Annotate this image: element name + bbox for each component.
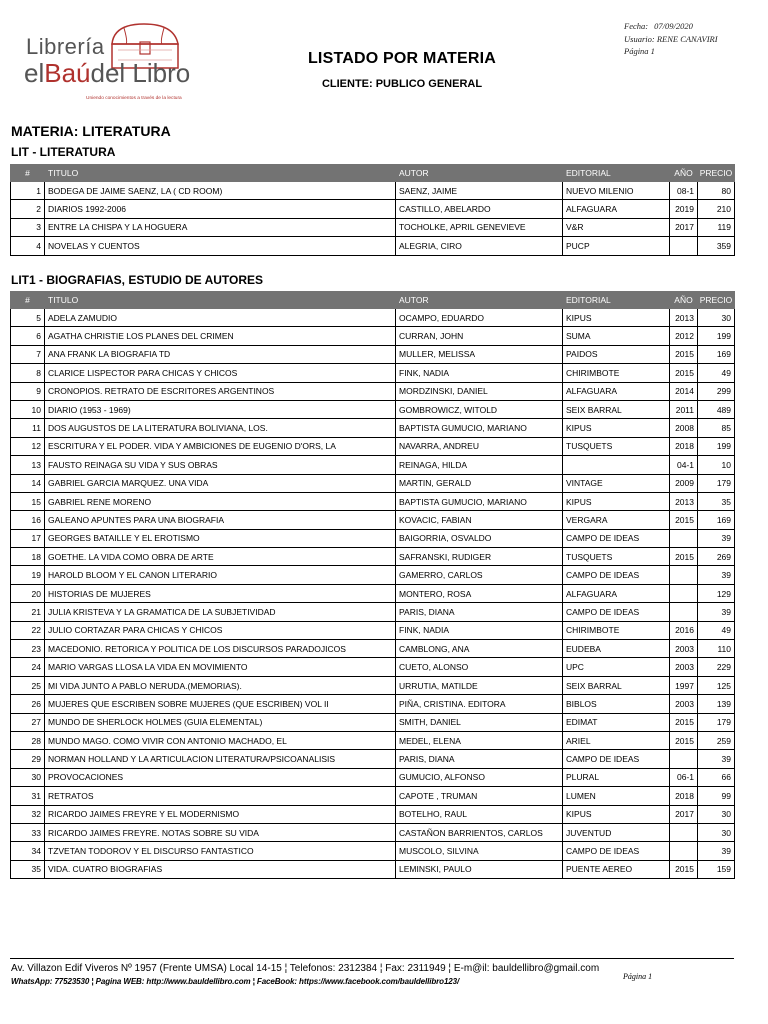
row-number: 31	[11, 787, 45, 805]
row-year: 2016	[670, 621, 698, 639]
row-price: 119	[698, 218, 735, 236]
row-price: 10	[698, 456, 735, 474]
row-year	[670, 823, 698, 841]
row-year: 2011	[670, 400, 698, 418]
row-publisher: SUMA	[563, 327, 670, 345]
row-title: ENTRE LA CHISPA Y LA HOGUERA	[45, 218, 396, 236]
table-row	[11, 750, 735, 768]
col-publisher-header: EDITORIAL	[563, 165, 670, 182]
row-price: 39	[698, 566, 735, 584]
row-year: 06-1	[670, 768, 698, 786]
logo-text-line1: Librería	[26, 34, 105, 59]
table-row	[11, 327, 735, 345]
row-number: 8	[11, 364, 45, 382]
row-publisher: SEIX BARRAL	[563, 676, 670, 694]
row-title: RETRATOS	[45, 787, 396, 805]
row-author: GOMBROWICZ, WITOLD	[396, 400, 563, 418]
row-year: 2013	[670, 309, 698, 327]
row-year: 2003	[670, 640, 698, 658]
row-title: AGATHA CHRISTIE LOS PLANES DEL CRIMEN	[45, 327, 396, 345]
row-title: BODEGA DE JAIME SAENZ, LA ( CD ROOM)	[45, 182, 396, 200]
row-year	[670, 842, 698, 860]
row-year	[670, 237, 698, 255]
row-author: MARTIN, GERALD	[396, 474, 563, 492]
row-year	[670, 750, 698, 768]
row-number: 21	[11, 603, 45, 621]
row-publisher: CAMPO DE IDEAS	[563, 603, 670, 621]
row-author: TOCHOLKE, APRIL GENEVIEVE	[396, 218, 563, 236]
row-publisher: JUVENTUD	[563, 823, 670, 841]
row-number: 22	[11, 621, 45, 639]
row-number: 14	[11, 474, 45, 492]
row-publisher: EDIMAT	[563, 713, 670, 731]
row-year: 2009	[670, 474, 698, 492]
row-price: 489	[698, 400, 735, 418]
row-price: 30	[698, 309, 735, 327]
row-publisher: TUSQUETS	[563, 437, 670, 455]
row-author: MEDEL, ELENA	[396, 731, 563, 749]
page-number: Página 1	[624, 46, 655, 56]
row-title: MUNDO DE SHERLOCK HOLMES (GUIA ELEMENTAL)	[45, 713, 396, 731]
table-row	[11, 218, 735, 236]
row-number: 27	[11, 713, 45, 731]
row-year: 2015	[670, 713, 698, 731]
row-author: MUSCOLO, SILVINA	[396, 842, 563, 860]
table-row	[11, 456, 735, 474]
col-num-header: #	[11, 165, 45, 182]
col-price-header: PRECIO	[698, 165, 735, 182]
row-publisher: KIPUS	[563, 419, 670, 437]
row-number: 19	[11, 566, 45, 584]
row-price: 49	[698, 621, 735, 639]
col-year-header: AÑO	[670, 165, 698, 182]
row-author: MULLER, MELISSA	[396, 345, 563, 363]
row-year: 2003	[670, 695, 698, 713]
table-row	[11, 474, 735, 492]
row-publisher: ALFAGUARA	[563, 584, 670, 602]
row-publisher: PUENTE AEREO	[563, 860, 670, 878]
row-author: CURRAN, JOHN	[396, 327, 563, 345]
footer-page-number: Página 1	[623, 972, 653, 981]
row-publisher: CAMPO DE IDEAS	[563, 842, 670, 860]
row-author: REINAGA, HILDA	[396, 456, 563, 474]
row-number: 35	[11, 860, 45, 878]
row-title: TZVETAN TODOROV Y EL DISCURSO FANTASTICO	[45, 842, 396, 860]
row-author: BOTELHO, RAUL	[396, 805, 563, 823]
row-price: 139	[698, 695, 735, 713]
row-title: GEORGES BATAILLE Y EL EROTISMO	[45, 529, 396, 547]
table-row	[11, 345, 735, 363]
row-title: CLARICE LISPECTOR PARA CHICAS Y CHICOS	[45, 364, 396, 382]
row-price: 39	[698, 529, 735, 547]
table-header	[11, 165, 735, 182]
row-price: 210	[698, 200, 735, 218]
row-title: DOS AUGUSTOS DE LA LITERATURA BOLIVIANA, LOS.	[45, 419, 396, 437]
row-price: 169	[698, 345, 735, 363]
book-table	[10, 291, 735, 879]
row-year: 04-1	[670, 456, 698, 474]
row-year	[670, 566, 698, 584]
row-publisher: KIPUS	[563, 805, 670, 823]
row-year	[670, 603, 698, 621]
section-heading: LIT - LITERATURA	[11, 145, 116, 159]
book-table	[10, 164, 735, 256]
row-year: 2015	[670, 860, 698, 878]
row-publisher: V&R	[563, 218, 670, 236]
user-value: RENE CANAVIRI	[656, 33, 718, 44]
table-row	[11, 200, 735, 218]
row-author: PARIS, DIANA	[396, 603, 563, 621]
row-number: 3	[11, 218, 45, 236]
row-publisher: VERGARA	[563, 511, 670, 529]
row-price: 259	[698, 731, 735, 749]
row-author: NAVARRA, ANDREU	[396, 437, 563, 455]
row-year: 2015	[670, 345, 698, 363]
row-title: HAROLD BLOOM Y EL CANON LITERARIO	[45, 566, 396, 584]
table-row	[11, 768, 735, 786]
row-price: 30	[698, 805, 735, 823]
row-publisher: KIPUS	[563, 492, 670, 510]
footer-divider	[10, 958, 734, 959]
row-author: CASTAÑON BARRIENTOS, CARLOS	[396, 823, 563, 841]
table-row	[11, 548, 735, 566]
row-year: 2012	[670, 327, 698, 345]
col-title-header: TITULO	[45, 165, 396, 182]
row-number: 10	[11, 400, 45, 418]
row-title: ADELA ZAMUDIO	[45, 309, 396, 327]
table-row	[11, 860, 735, 878]
row-title: RICARDO JAIMES FREYRE Y EL MODERNISMO	[45, 805, 396, 823]
row-number: 9	[11, 382, 45, 400]
row-price: 110	[698, 640, 735, 658]
row-price: 359	[698, 237, 735, 255]
row-number: 4	[11, 237, 45, 255]
row-number: 30	[11, 768, 45, 786]
row-author: ALEGRIA, CIRO	[396, 237, 563, 255]
row-price: 179	[698, 474, 735, 492]
row-publisher: NUEVO MILENIO	[563, 182, 670, 200]
table-row	[11, 640, 735, 658]
row-author: CAPOTE , TRUMAN	[396, 787, 563, 805]
col-num-header: #	[11, 292, 45, 309]
row-number: 33	[11, 823, 45, 841]
row-publisher: SEIX BARRAL	[563, 400, 670, 418]
report-client: CLIENTE: PUBLICO GENERAL	[321, 78, 483, 90]
row-year	[670, 584, 698, 602]
row-author: FINK, NADIA	[396, 621, 563, 639]
table-row	[11, 842, 735, 860]
date-label: Fecha:	[624, 21, 649, 31]
row-title: GABRIEL RENE MORENO	[45, 492, 396, 510]
row-author: CAMBLONG, ANA	[396, 640, 563, 658]
row-price: 159	[698, 860, 735, 878]
row-price: 30	[698, 823, 735, 841]
footer-contacts: WhatsApp: 77523530 ¦ Pagina WEB: http://www.bauldellibro.com ¦ FaceBook: https://www.facebook.com/bauldellibro123/	[11, 977, 460, 986]
row-title: DIARIO (1953 - 1969)	[45, 400, 396, 418]
row-title: DIARIOS 1992-2006	[45, 200, 396, 218]
row-price: 85	[698, 419, 735, 437]
row-publisher: CAMPO DE IDEAS	[563, 566, 670, 584]
row-price: 39	[698, 750, 735, 768]
footer-address: Av. Villazon Edif Viveros Nº 1957 (Frente UMSA) Local 14-15 ¦ Telefonos: 2312384 ¦ Fax: 2311949 ¦ E-m@il: bauldellibro@gmail.com	[11, 963, 600, 974]
row-price: 125	[698, 676, 735, 694]
row-price: 80	[698, 182, 735, 200]
row-publisher: CHIRIMBOTE	[563, 364, 670, 382]
table-row	[11, 695, 735, 713]
section-heading: LIT1 - BIOGRAFIAS, ESTUDIO DE AUTORES	[11, 273, 264, 287]
row-author: PIÑA, CRISTINA. EDITORA	[396, 695, 563, 713]
table-row	[11, 182, 735, 200]
row-publisher: VINTAGE	[563, 474, 670, 492]
row-price: 199	[698, 437, 735, 455]
row-number: 23	[11, 640, 45, 658]
row-publisher: CAMPO DE IDEAS	[563, 529, 670, 547]
table-row	[11, 823, 735, 841]
row-year: 2018	[670, 437, 698, 455]
col-title-header: TITULO	[45, 292, 396, 309]
row-price: 39	[698, 842, 735, 860]
table-row	[11, 492, 735, 510]
table-row	[11, 529, 735, 547]
table-row	[11, 713, 735, 731]
col-price-header: PRECIO	[698, 292, 735, 309]
date-value: 07/09/2020	[654, 21, 693, 31]
row-publisher: UPC	[563, 658, 670, 676]
row-year: 2017	[670, 805, 698, 823]
row-price: 129	[698, 584, 735, 602]
row-author: BAPTISTA GUMUCIO, MARIANO	[396, 492, 563, 510]
row-number: 34	[11, 842, 45, 860]
row-publisher: EUDEBA	[563, 640, 670, 658]
table-row	[11, 382, 735, 400]
row-number: 32	[11, 805, 45, 823]
col-year-header: AÑO	[670, 292, 698, 309]
row-publisher: ALFAGUARA	[563, 382, 670, 400]
row-year: 08-1	[670, 182, 698, 200]
row-publisher: LUMEN	[563, 787, 670, 805]
row-title: MACEDONIO. RETORICA Y POLITICA DE LOS DISCURSOS PARADOJICOS	[45, 640, 396, 658]
row-author: GAMERRO, CARLOS	[396, 566, 563, 584]
row-publisher: PLURAL	[563, 768, 670, 786]
row-number: 5	[11, 309, 45, 327]
row-year: 1997	[670, 676, 698, 694]
user-label: Usuario:	[624, 33, 655, 44]
row-title: ESCRITURA Y EL PODER. VIDA Y AMBICIONES DE EUGENIO D'ORS, LA	[45, 437, 396, 455]
row-publisher: PAIDOS	[563, 345, 670, 363]
table-row	[11, 309, 735, 327]
row-author: SAENZ, JAIME	[396, 182, 563, 200]
table-row	[11, 237, 735, 255]
row-year: 2019	[670, 200, 698, 218]
row-number: 20	[11, 584, 45, 602]
row-price: 99	[698, 787, 735, 805]
row-number: 11	[11, 419, 45, 437]
table-row	[11, 566, 735, 584]
row-price: 199	[698, 327, 735, 345]
table-row	[11, 584, 735, 602]
row-title: VIDA. CUATRO BIOGRAFIAS	[45, 860, 396, 878]
report-title: LISTADO POR MATERIA	[307, 50, 497, 67]
row-price: 229	[698, 658, 735, 676]
row-title: NORMAN HOLLAND Y LA ARTICULACION LITERATURA/PSICOANALISIS	[45, 750, 396, 768]
row-title: NOVELAS Y CUENTOS	[45, 237, 396, 255]
col-author-header: AUTOR	[396, 292, 563, 309]
row-number: 2	[11, 200, 45, 218]
table-row	[11, 658, 735, 676]
row-publisher: PUCP	[563, 237, 670, 255]
row-number: 28	[11, 731, 45, 749]
logo-text-line2: elBaúdel Libro	[24, 58, 191, 88]
row-number: 24	[11, 658, 45, 676]
row-author: BAPTISTA GUMUCIO, MARIANO	[396, 419, 563, 437]
row-publisher	[563, 456, 670, 474]
row-year: 2013	[670, 492, 698, 510]
row-author: KOVACIC, FABIAN	[396, 511, 563, 529]
row-title: FAUSTO REINAGA SU VIDA Y SUS OBRAS	[45, 456, 396, 474]
row-publisher: CAMPO DE IDEAS	[563, 750, 670, 768]
row-number: 18	[11, 548, 45, 566]
row-year: 2003	[670, 658, 698, 676]
row-title: JULIA KRISTEVA Y LA GRAMATICA DE LA SUBJETIVIDAD	[45, 603, 396, 621]
row-author: SAFRANSKI, RUDIGER	[396, 548, 563, 566]
row-number: 17	[11, 529, 45, 547]
row-author: CASTILLO, ABELARDO	[396, 200, 563, 218]
row-number: 7	[11, 345, 45, 363]
row-title: MUJERES QUE ESCRIBEN SOBRE MUJERES (QUE ESCRIBEN) VOL II	[45, 695, 396, 713]
row-title: HISTORIAS DE MUJERES	[45, 584, 396, 602]
row-title: MUNDO MAGO. COMO VIVIR CON ANTONIO MACHADO, EL	[45, 731, 396, 749]
logo-tagline: Uniendo conocimientos a través de la lectura	[86, 96, 182, 101]
row-title: CRONOPIOS. RETRATO DE ESCRITORES ARGENTINOS	[45, 382, 396, 400]
row-title: PROVOCACIONES	[45, 768, 396, 786]
row-title: JULIO CORTAZAR PARA CHICAS Y CHICOS	[45, 621, 396, 639]
col-author-header: AUTOR	[396, 165, 563, 182]
row-publisher: KIPUS	[563, 309, 670, 327]
row-price: 179	[698, 713, 735, 731]
table-row	[11, 787, 735, 805]
row-author: URRUTIA, MATILDE	[396, 676, 563, 694]
table-row	[11, 364, 735, 382]
table-row	[11, 676, 735, 694]
table-row	[11, 731, 735, 749]
row-publisher: CHIRIMBOTE	[563, 621, 670, 639]
row-year: 2015	[670, 548, 698, 566]
row-number: 25	[11, 676, 45, 694]
row-price: 66	[698, 768, 735, 786]
row-number: 6	[11, 327, 45, 345]
row-number: 1	[11, 182, 45, 200]
row-number: 16	[11, 511, 45, 529]
subject-heading: MATERIA: LITERATURA	[11, 123, 171, 139]
row-author: GUMUCIO, ALFONSO	[396, 768, 563, 786]
row-year	[670, 529, 698, 547]
row-number: 29	[11, 750, 45, 768]
table-row	[11, 511, 735, 529]
row-price: 35	[698, 492, 735, 510]
row-number: 12	[11, 437, 45, 455]
row-price: 269	[698, 548, 735, 566]
table-row	[11, 437, 735, 455]
row-author: BAIGORRIA, OSVALDO	[396, 529, 563, 547]
row-year: 2015	[670, 364, 698, 382]
table-row	[11, 805, 735, 823]
row-year: 2017	[670, 218, 698, 236]
row-author: MORDZINSKI, DANIEL	[396, 382, 563, 400]
row-price: 169	[698, 511, 735, 529]
row-year: 2015	[670, 731, 698, 749]
row-title: GOETHE. LA VIDA COMO OBRA DE ARTE	[45, 548, 396, 566]
row-publisher: ARIEL	[563, 731, 670, 749]
row-title: GABRIEL GARCIA MARQUEZ. UNA VIDA	[45, 474, 396, 492]
row-title: MARIO VARGAS LLOSA LA VIDA EN MOVIMIENTO	[45, 658, 396, 676]
row-number: 26	[11, 695, 45, 713]
row-title: ANA FRANK LA BIOGRAFIA TD	[45, 345, 396, 363]
table-row	[11, 621, 735, 639]
row-number: 15	[11, 492, 45, 510]
row-author: CUETO, ALONSO	[396, 658, 563, 676]
table-row	[11, 400, 735, 418]
row-title: MI VIDA JUNTO A PABLO NERUDA.(MEMORIAS).	[45, 676, 396, 694]
row-author: OCAMPO, EDUARDO	[396, 309, 563, 327]
row-year: 2018	[670, 787, 698, 805]
row-publisher: BIBLOS	[563, 695, 670, 713]
row-publisher: ALFAGUARA	[563, 200, 670, 218]
table-row	[11, 419, 735, 437]
table-header	[11, 292, 735, 309]
row-author: FINK, NADIA	[396, 364, 563, 382]
row-price: 39	[698, 603, 735, 621]
row-title: RICARDO JAIMES FREYRE. NOTAS SOBRE SU VIDA	[45, 823, 396, 841]
row-price: 49	[698, 364, 735, 382]
row-title: GALEANO APUNTES PARA UNA BIOGRAFIA	[45, 511, 396, 529]
row-number: 13	[11, 456, 45, 474]
row-year: 2008	[670, 419, 698, 437]
row-price: 299	[698, 382, 735, 400]
row-publisher: TUSQUETS	[563, 548, 670, 566]
row-author: MONTERO, ROSA	[396, 584, 563, 602]
row-year: 2014	[670, 382, 698, 400]
row-author: SMITH, DANIEL	[396, 713, 563, 731]
row-year: 2015	[670, 511, 698, 529]
row-author: LEMINSKI, PAULO	[396, 860, 563, 878]
table-row	[11, 603, 735, 621]
row-author: PARIS, DIANA	[396, 750, 563, 768]
col-publisher-header: EDITORIAL	[563, 292, 670, 309]
